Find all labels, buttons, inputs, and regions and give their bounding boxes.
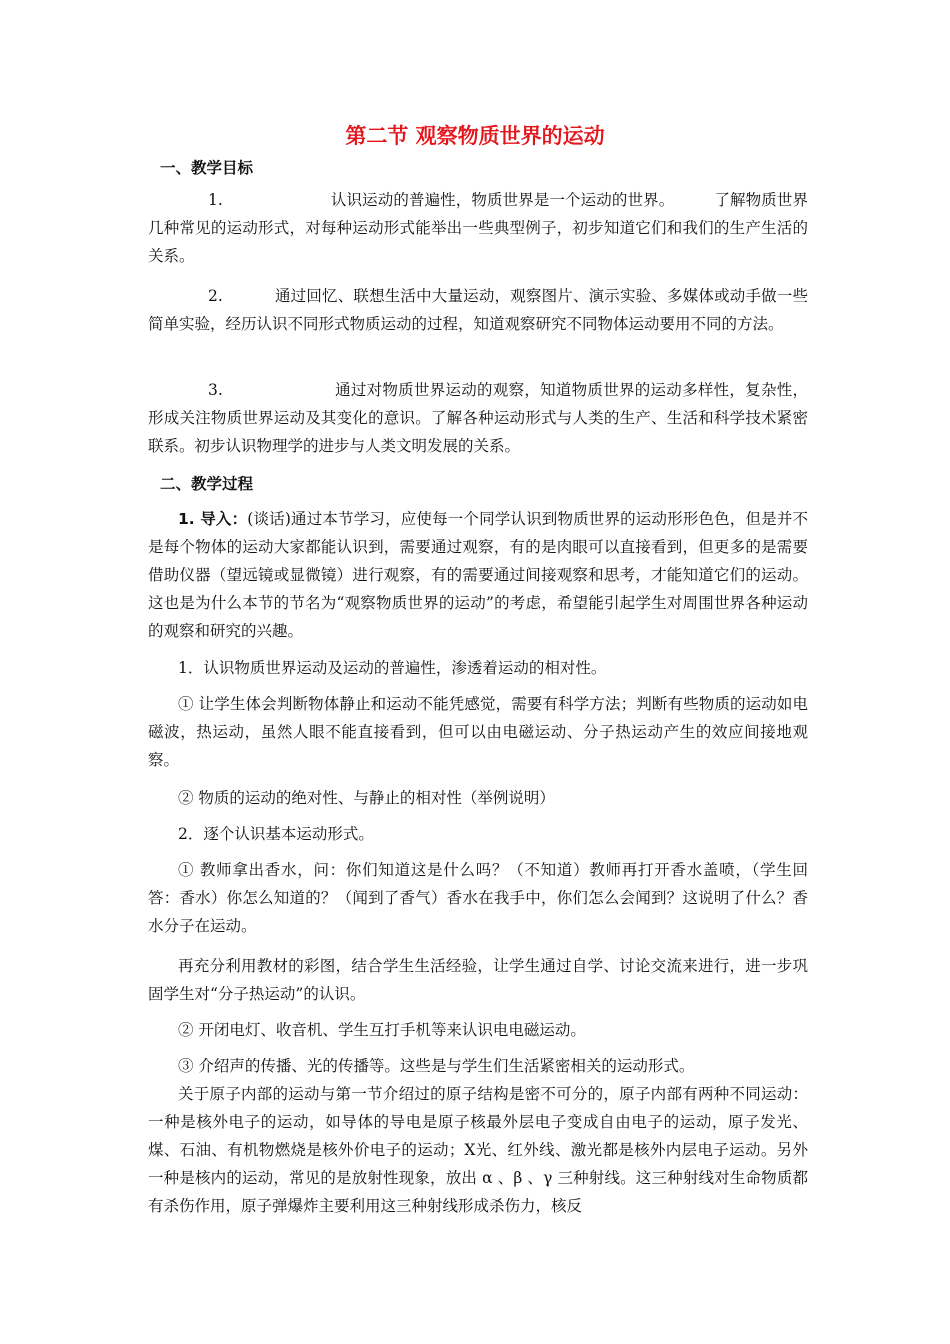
page-title: 第二节 观察物质世界的运动 — [345, 124, 605, 148]
paragraph: ① 让学生体会判断物体静止和运动不能凭感觉，需要有科学方法；判断有些物质的运动如电磁波，热运动，虽然人眼不能直接看到，但可以由电磁运动、分子热运动产生的效应间接地观察。 — [148, 695, 808, 769]
paragraph: ② 物质的运动的绝对性、与静止的相对性（举例说明） — [178, 789, 555, 807]
objective-text: 认识运动的普遍性，物质世界是一个运动的世界。 — [330, 191, 675, 209]
paragraph: 1．认识物质世界运动及运动的普遍性，渗透着运动的相对性。 — [178, 659, 607, 677]
objective-item-1 — [148, 186, 808, 270]
item-number: 2. — [208, 287, 223, 305]
section-heading-process: 二、教学过程 — [160, 475, 254, 493]
objective-text: 通过回忆、联想生活中大量运动，观察图片、演示实验、多媒体或动手做一些简单实验，经历认识不同形式物质运动的过程，知道观察研究不同物体运动要用不同的方法。 — [148, 287, 808, 333]
paragraph: 2．逐个认识基本运动形式。 — [178, 825, 374, 843]
objective-item-2 — [148, 282, 808, 338]
paragraph: 再充分利用教材的彩图，结合学生生活经验，让学生通过自学、讨论交流来进行，进一步巩固学生对“分子热运动”的认识。 — [148, 957, 808, 1003]
objective-text: 了解物质世界几种常见的运动形式，对每种运动形式能举出一些典型例子，初步知道它们和我们的生产生活的关系。 — [148, 191, 808, 265]
paragraph: ③ 介绍声的传播、光的传播等。这些是与学生们生活紧密相关的运动形式。 — [178, 1057, 695, 1075]
intro-paragraph — [148, 505, 808, 645]
paragraph: ② 开闭电灯、收音机、学生互打手机等来认识电电磁运动。 — [178, 1021, 586, 1039]
paragraph: ① 教师拿出香水，问：你们知道这是什么吗？（不知道）教师再打开香水盖喷，（学生回答：香水）你怎么知道的？（闻到了香气）香水在我手中，你们怎么会闻到？这说明了什么？香水分子在运动。 — [148, 861, 808, 935]
item-number: 3. — [208, 381, 223, 399]
section-heading-objectives: 一、教学目标 — [160, 159, 254, 177]
item-number: 1. — [208, 191, 223, 209]
intro-text: (谈话)通过本节学习，应使每一个同学认识到物质世界的运动形形色色，但是并不是每个物体的运动大家都能认识到，需要通过观察，有的是肉眼可以直接看到，但更多的是需要借助仪器（望远镜或显微镜）进行观察，有的需要通过间接观察和思考，才能知道它们的运动。这也是为什么本节的节名为“观察物质世界的运动”的考虑，希望能引起学生对周围世界各种运动的观察和研究的兴趣。 — [148, 510, 808, 640]
intro-label: 1. 导入： — [178, 510, 248, 528]
objective-text: 通过对物质世界运动的观察，知道物质世界的运动多样性，复杂性，形成关注物质世界运动及其变化的意识。了解各种运动形式与人类的生产、生活和科学技术紧密联系。初步认识物理学的进步与人类文明发展的关系。 — [148, 381, 808, 455]
paragraph: 关于原子内部的运动与第一节介绍过的原子结构是密不可分的，原子内部有两种不同运动：一种是核外电子的运动，如导体的导电是原子核最外层电子变成自由电子的运动，原子发光、煤、石油、有机物燃烧是核外价电子的运动；X光、红外线、激光都是核外内层电子运动。另外一种是核内的运动，常见的是放射性现象，放出 α 、β 、γ 三种射线。这三种射线对生命物质都有杀伤作用，原子弹爆炸主要利用这三种射线形成杀伤力，核反 — [148, 1085, 808, 1215]
objective-item-3 — [148, 376, 808, 460]
